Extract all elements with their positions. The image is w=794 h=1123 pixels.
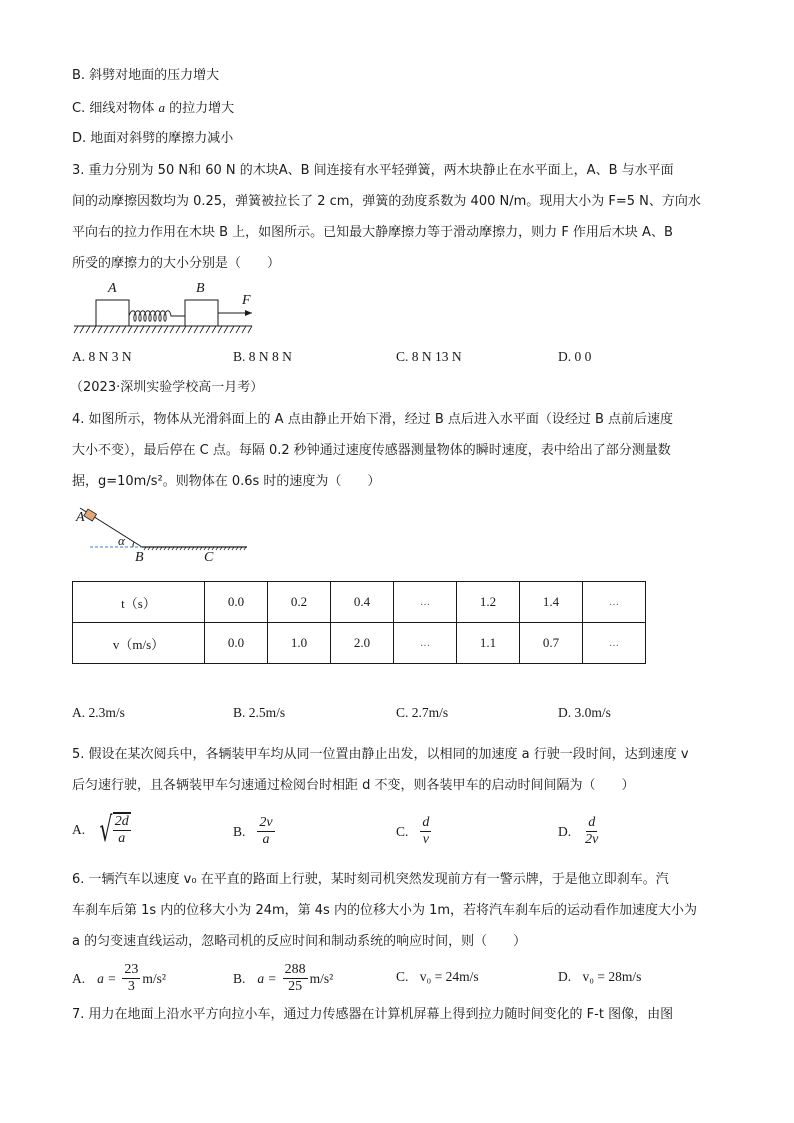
q5-option-c — [396, 815, 431, 848]
q6-option-a — [72, 962, 166, 995]
fraction — [257, 815, 274, 848]
q2-option-c — [72, 98, 234, 119]
q5-option-d — [558, 815, 600, 848]
q6-option-b — [233, 962, 333, 995]
q6-option-b-label: B. — [233, 970, 246, 986]
q6-text-line3: a 的匀变速直线运动，忽略司机的反应时间和制动系统的响应时间，则（ ） — [72, 934, 527, 949]
spring-blocks-diagram — [72, 280, 262, 340]
q6-option-c-text: v₀ = 24m/s — [419, 969, 479, 984]
fraction — [583, 815, 600, 848]
sqrt-symbol — [95, 809, 131, 850]
table-cell: 0.7 — [520, 623, 583, 664]
radical-icon: √ — [99, 809, 113, 850]
table-cell: 1.1 — [457, 623, 520, 664]
fraction — [283, 962, 308, 995]
q3-text-line4: 所受的摩擦力的大小分别是（ ） — [72, 256, 281, 271]
q6-option-a-label: A. — [72, 970, 86, 986]
q3-option-b: B. 8 N 8 N — [233, 349, 292, 364]
table-cell: 2.0 — [331, 623, 394, 664]
q3-option-d: D. 0 0 — [558, 349, 592, 364]
table-cell: 0.4 — [331, 582, 394, 623]
q2-option-c-prefix: C. 细线对物体 — [72, 101, 155, 116]
numerator: d — [422, 815, 430, 830]
q4-label-c: C — [204, 550, 214, 565]
table-row — [73, 623, 646, 664]
table-cell: 1.0 — [268, 623, 331, 664]
table-header-time: t（s） — [73, 582, 205, 623]
q2-option-b: B. 斜劈对地面的压力增大 — [72, 68, 220, 83]
q4-option-b: B. 2.5m/s — [233, 705, 286, 720]
q6-text-line1: 6. 一辆汽车以速度 v₀ 在平直的路面上行驶，某时刻司机突然发现前方有一警示牌，于是他立即刹车。汽 — [72, 872, 669, 887]
q2-option-d: D. 地面对斜劈的摩擦力减小 — [72, 131, 234, 146]
table-cell: 0.0 — [205, 582, 268, 623]
denominator: a — [262, 832, 270, 847]
q6-option-d-label: D. — [558, 969, 572, 984]
q5-option-b — [233, 815, 275, 848]
q4-option-a: A. 2.3m/s — [72, 705, 125, 720]
q5-option-c-label: C. — [396, 823, 409, 839]
q3-label-a: A — [108, 281, 117, 296]
q6-option-d-text: v₀ = 28m/s — [582, 969, 642, 984]
numerator: 288 — [284, 962, 306, 977]
source-note: （2023·深圳实验学校高一月考） — [70, 380, 264, 395]
table-cell: … — [583, 623, 646, 664]
unit: m/s² — [309, 970, 334, 986]
q4-label-b: B — [135, 550, 144, 565]
numerator: 2v — [259, 815, 273, 830]
q6-option-c — [396, 967, 479, 987]
q5-text-line2: 后匀速行驶，且各辆装甲车匀速通过检阅台时相距 d 不变，则各装甲车的启动时间间隔为（ ） — [72, 778, 635, 793]
denominator: a — [118, 831, 126, 846]
q4-option-d: D. 3.0m/s — [558, 705, 611, 720]
q2-option-c-var: a — [158, 100, 165, 115]
table-cell: … — [583, 582, 646, 623]
numerator: d — [588, 815, 596, 830]
q5-option-b-label: B. — [233, 823, 246, 839]
q3-text-line3: 平向右的拉力作用在木块 B 上，如图所示。已知最大静摩擦力等于滑动摩擦力，则力 F 作用后木块 A、B — [72, 225, 673, 240]
fraction — [420, 815, 431, 848]
incline-diagram — [72, 500, 262, 570]
table-cell: 0.2 — [268, 582, 331, 623]
q3-label-f: F — [242, 293, 251, 308]
numerator: 2d — [114, 814, 129, 829]
unit: m/s² — [142, 970, 166, 986]
numerator: 23 — [124, 962, 139, 977]
denominator: 25 — [288, 979, 303, 994]
q6-text-line2: 车刹车后第 1s 内的位移大小为 24m，第 4s 内的位移大小为 1m，若将汽车刹车后的运动看作加速度大小为 — [72, 903, 698, 918]
q5-option-a-label: A. — [72, 821, 86, 837]
q4-label-alpha: α — [118, 533, 125, 548]
q3-figure — [72, 280, 262, 340]
denominator: v — [422, 832, 429, 847]
denominator: 2v — [585, 832, 599, 847]
q4-option-c: C. 2.7m/s — [396, 705, 449, 720]
q6-option-d — [558, 967, 641, 987]
q3-option-c: C. 8 N 13 N — [396, 349, 462, 364]
q4-text-line2: 大小不变），最后停在 C 点。每隔 0.2 秒钟通过速度传感器测量物体的瞬时速度，表中给出了部分测量数 — [72, 443, 671, 458]
table-cell: 0.0 — [205, 623, 268, 664]
q4-data-table — [72, 581, 646, 664]
q4-figure — [72, 500, 262, 570]
table-header-velocity: v（m/s） — [73, 623, 205, 664]
q5-option-d-label: D. — [558, 823, 572, 839]
q4-text-line1: 4. 如图所示，物体从光滑斜面上的 A 点由静止开始下滑，经过 B 点后进入水平面（设经过 B 点前后速度 — [72, 412, 674, 427]
q5-text-line1: 5. 假设在某次阅兵中，各辆装甲车均从同一位置由静止出发，以相同的加速度 a 行驶一段时间，达到速度 v — [72, 747, 689, 762]
q3-option-a: A. 8 N 3 N — [72, 349, 132, 364]
q3-text-line2: 间的动摩擦因数均为 0.25，弹簧被拉长了 2 cm，弹簧的劲度系数为 400 N/m。现用大小为 F=5 N、方向水 — [72, 194, 701, 209]
q3-label-b: B — [196, 281, 205, 296]
denominator: 3 — [127, 979, 135, 994]
q5-option-a — [72, 809, 131, 850]
table-cell: … — [394, 623, 457, 664]
q7-text-line1: 7. 用力在地面上沿水平方向拉小车，通过力传感器在计算机屏幕上得到拉力随时间变化的 F-t 图像，由图 — [72, 1007, 674, 1022]
q6-option-a-lhs: a = — [97, 970, 117, 986]
table-cell: 1.4 — [520, 582, 583, 623]
table-cell: 1.2 — [457, 582, 520, 623]
q4-label-a: A — [76, 510, 85, 525]
q6-option-b-lhs: a = — [257, 970, 277, 986]
q6-option-c-label: C. — [396, 969, 409, 984]
table-row — [73, 582, 646, 623]
q2-option-c-suffix: 的拉力增大 — [169, 101, 235, 116]
fraction — [113, 812, 131, 847]
q3-text-line1: 3. 重力分别为 50 N和 60 N 的木块A、B 间连接有水平轻弹簧，两木块静止在水平面上，A、B 与水平面 — [72, 163, 674, 178]
q4-text-line3: 据，g=10m/s²。则物体在 0.6s 时的速度为（ ） — [72, 474, 381, 489]
fraction — [122, 962, 140, 995]
table-cell: … — [394, 582, 457, 623]
